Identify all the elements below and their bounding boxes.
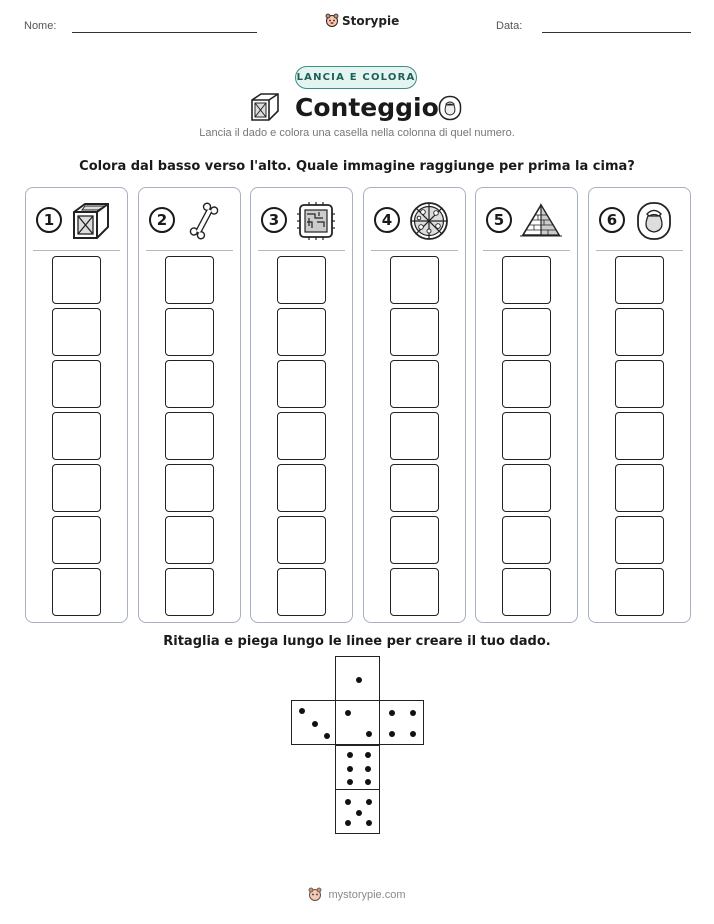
- color-box[interactable]: [390, 360, 439, 408]
- color-box[interactable]: [165, 568, 214, 616]
- column-divider: [258, 250, 345, 251]
- die-face-1: [335, 656, 380, 701]
- die-pip: [299, 708, 305, 714]
- pizza-icon: [408, 200, 450, 242]
- color-box[interactable]: [390, 412, 439, 460]
- column-divider: [146, 250, 233, 251]
- color-box[interactable]: [502, 568, 551, 616]
- color-box[interactable]: [165, 360, 214, 408]
- die-pip: [356, 677, 362, 683]
- color-box[interactable]: [502, 256, 551, 304]
- color-box[interactable]: [52, 412, 101, 460]
- die-face-6: [335, 745, 380, 790]
- color-box[interactable]: [165, 308, 214, 356]
- date-label: Data:: [496, 20, 523, 32]
- color-box[interactable]: [277, 516, 326, 564]
- color-box[interactable]: [502, 516, 551, 564]
- color-box[interactable]: [52, 516, 101, 564]
- column-5: [475, 187, 578, 623]
- storypie-mascot-icon: [308, 887, 322, 902]
- color-box[interactable]: [165, 464, 214, 512]
- column-number: 2: [149, 207, 175, 233]
- die-pip: [410, 731, 416, 737]
- die-pip: [347, 766, 353, 772]
- bone-icon: [183, 200, 225, 242]
- column-divider: [33, 250, 120, 251]
- color-box[interactable]: [277, 308, 326, 356]
- die-pip: [365, 779, 371, 785]
- dice-cube-icon: [70, 200, 112, 242]
- color-box[interactable]: [502, 412, 551, 460]
- die-pip: [389, 710, 395, 716]
- column-number: 5: [486, 207, 512, 233]
- die-pip: [365, 752, 371, 758]
- column-2: [138, 187, 241, 623]
- sack-icon: [438, 95, 462, 121]
- color-box[interactable]: [165, 412, 214, 460]
- die-pip: [312, 721, 318, 727]
- pyramid-icon: [520, 200, 562, 242]
- die-pip: [345, 710, 351, 716]
- brand-name: Storypie: [342, 13, 400, 28]
- color-box[interactable]: [390, 516, 439, 564]
- color-box[interactable]: [390, 464, 439, 512]
- color-box[interactable]: [502, 308, 551, 356]
- die-face-3: [291, 700, 336, 745]
- column-number: 4: [374, 207, 400, 233]
- color-box[interactable]: [165, 256, 214, 304]
- color-box[interactable]: [615, 568, 664, 616]
- dice-cube-icon: [249, 91, 281, 123]
- die-pip: [356, 810, 362, 816]
- page-title: Conteggio: [295, 93, 439, 122]
- die-pip: [347, 752, 353, 758]
- column-divider: [483, 250, 570, 251]
- activity-badge: LANCIA E COLORA: [295, 66, 417, 89]
- color-box[interactable]: [52, 308, 101, 356]
- circuit-chip-icon: [295, 200, 337, 242]
- column-4: [363, 187, 466, 623]
- storypie-mascot-icon: [325, 13, 339, 28]
- color-box[interactable]: [277, 464, 326, 512]
- color-box[interactable]: [615, 516, 664, 564]
- color-box[interactable]: [615, 464, 664, 512]
- column-1: [25, 187, 128, 623]
- color-box[interactable]: [502, 360, 551, 408]
- color-box[interactable]: [615, 412, 664, 460]
- date-line: [542, 32, 691, 33]
- sack-icon: [633, 200, 675, 242]
- color-box[interactable]: [390, 256, 439, 304]
- die-pip: [366, 820, 372, 826]
- name-line: [72, 32, 257, 33]
- die-pip: [345, 799, 351, 805]
- question-text: Colora dal basso verso l'alto. Quale immagine raggiunge per prima la cima?: [79, 159, 635, 174]
- cut-instruction: Ritaglia e piega lungo le linee per creare il tuo dado.: [163, 634, 551, 649]
- column-number: 3: [261, 207, 287, 233]
- die-pip: [366, 799, 372, 805]
- color-box[interactable]: [277, 568, 326, 616]
- die-face-2: [335, 700, 380, 745]
- die-pip: [347, 779, 353, 785]
- die-pip: [345, 820, 351, 826]
- column-divider: [596, 250, 683, 251]
- name-label: Nome:: [24, 20, 57, 32]
- column-6: [588, 187, 691, 623]
- color-box[interactable]: [615, 360, 664, 408]
- footer: [0, 887, 714, 902]
- brand-logo: [325, 13, 399, 28]
- column-divider: [371, 250, 458, 251]
- footer-url: mystorypie.com: [328, 888, 406, 901]
- column-number: 1: [36, 207, 62, 233]
- color-box[interactable]: [165, 516, 214, 564]
- column-number: 6: [599, 207, 625, 233]
- column-3: [250, 187, 353, 623]
- color-box[interactable]: [502, 464, 551, 512]
- die-face-4: [379, 700, 424, 745]
- color-box[interactable]: [52, 256, 101, 304]
- color-box[interactable]: [277, 360, 326, 408]
- color-box[interactable]: [52, 568, 101, 616]
- instruction-subtitle: Lancia il dado e colora una casella nella colonna di quel numero.: [199, 127, 515, 139]
- color-box[interactable]: [615, 256, 664, 304]
- color-box[interactable]: [52, 360, 101, 408]
- die-pip: [365, 766, 371, 772]
- die-pip: [324, 733, 330, 739]
- color-box[interactable]: [390, 308, 439, 356]
- color-box[interactable]: [277, 412, 326, 460]
- color-box[interactable]: [615, 308, 664, 356]
- color-box[interactable]: [390, 568, 439, 616]
- color-box[interactable]: [277, 256, 326, 304]
- die-face-5: [335, 789, 380, 834]
- die-pip: [366, 731, 372, 737]
- die-pip: [410, 710, 416, 716]
- color-box[interactable]: [52, 464, 101, 512]
- die-pip: [389, 731, 395, 737]
